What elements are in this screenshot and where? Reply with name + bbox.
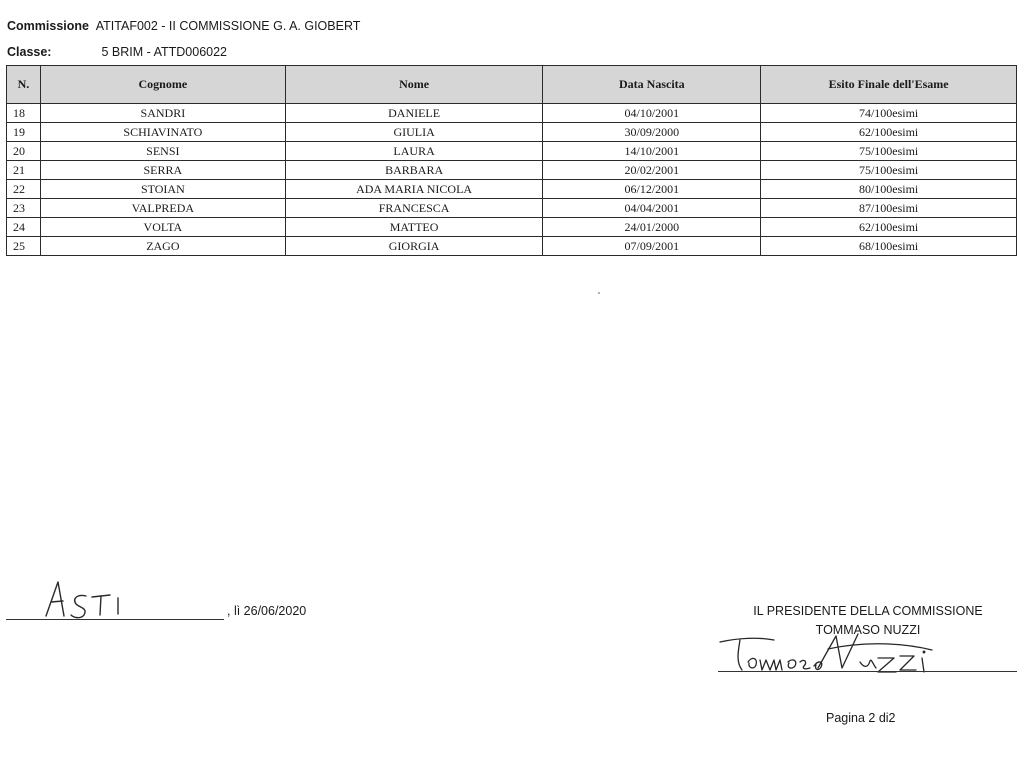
table-row (7, 180, 1017, 199)
place-underline (6, 619, 224, 620)
classe-label: Classe: (7, 45, 52, 59)
cell-data-nascita: 24/01/2000 (543, 218, 761, 237)
cell-cognome: SCHIAVINATO (40, 123, 285, 142)
cell-number: 20 (7, 142, 41, 161)
cell-data-nascita: 14/10/2001 (543, 142, 761, 161)
cell-data-nascita: 20/02/2001 (543, 161, 761, 180)
table-header-row (7, 66, 1017, 104)
page-number: Pagina 2 di2 (826, 711, 896, 725)
cell-esito: 75/100esimi (761, 161, 1017, 180)
column-header-nome: Nome (285, 66, 543, 104)
table-row (7, 142, 1017, 161)
president-name: TOMMASO NUZZI (815, 623, 921, 637)
classe-line (7, 45, 227, 59)
cell-number: 21 (7, 161, 41, 180)
cell-cognome: ZAGO (40, 237, 285, 256)
place-date: , lì 26/06/2020 (227, 604, 307, 618)
cell-nome: LAURA (285, 142, 543, 161)
cell-data-nascita: 06/12/2001 (543, 180, 761, 199)
cell-esito: 74/100esimi (761, 104, 1017, 123)
column-header-data-nascita: Data Nascita (543, 66, 761, 104)
cell-cognome: VOLTA (40, 218, 285, 237)
cell-data-nascita: 07/09/2001 (543, 237, 761, 256)
cell-number: 24 (7, 218, 41, 237)
president-title: IL PRESIDENTE DELLA COMMISSIONE (753, 604, 983, 618)
cell-cognome: SENSI (40, 142, 285, 161)
cell-data-nascita: 04/10/2001 (543, 104, 761, 123)
table-row (7, 199, 1017, 218)
cell-nome: GIULIA (285, 123, 543, 142)
results-table (6, 65, 1017, 256)
cell-data-nascita: 04/04/2001 (543, 199, 761, 218)
cell-nome: ADA MARIA NICOLA (285, 180, 543, 199)
cell-esito: 87/100esimi (761, 199, 1017, 218)
cell-esito: 75/100esimi (761, 142, 1017, 161)
cell-nome: BARBARA (285, 161, 543, 180)
table-row (7, 123, 1017, 142)
table-row (7, 161, 1017, 180)
column-header-esito: Esito Finale dell'Esame (761, 66, 1017, 104)
cell-esito: 62/100esimi (761, 123, 1017, 142)
cell-cognome: SANDRI (40, 104, 285, 123)
classe-value: 5 BRIM - ATTD006022 (101, 45, 227, 59)
commissione-value: ATITAF002 - II COMMISSIONE G. A. GIOBERT (95, 19, 361, 33)
cell-data-nascita: 30/09/2000 (543, 123, 761, 142)
cell-number: 25 (7, 237, 41, 256)
cell-nome: MATTEO (285, 218, 543, 237)
cell-cognome: VALPREDA (40, 199, 285, 218)
column-header-cognome: Cognome (40, 66, 285, 104)
cell-cognome: SERRA (40, 161, 285, 180)
cell-esito: 68/100esimi (761, 237, 1017, 256)
cell-number: 23 (7, 199, 41, 218)
cell-number: 18 (7, 104, 41, 123)
commissione-line (7, 19, 360, 33)
cell-nome: GIORGIA (285, 237, 543, 256)
table-row (7, 104, 1017, 123)
commissione-label: Commissione (7, 19, 89, 33)
cell-cognome: STOIAN (40, 180, 285, 199)
table-row (7, 218, 1017, 237)
signature-underline (718, 671, 1017, 672)
column-header-number: N. (7, 66, 41, 104)
place-handwriting (6, 578, 226, 620)
cell-number: 22 (7, 180, 41, 199)
cell-esito: 80/100esimi (761, 180, 1017, 199)
scan-speck (598, 292, 600, 294)
cell-number: 19 (7, 123, 41, 142)
cell-esito: 62/100esimi (761, 218, 1017, 237)
cell-nome: FRANCESCA (285, 199, 543, 218)
cell-nome: DANIELE (285, 104, 543, 123)
table-row (7, 237, 1017, 256)
